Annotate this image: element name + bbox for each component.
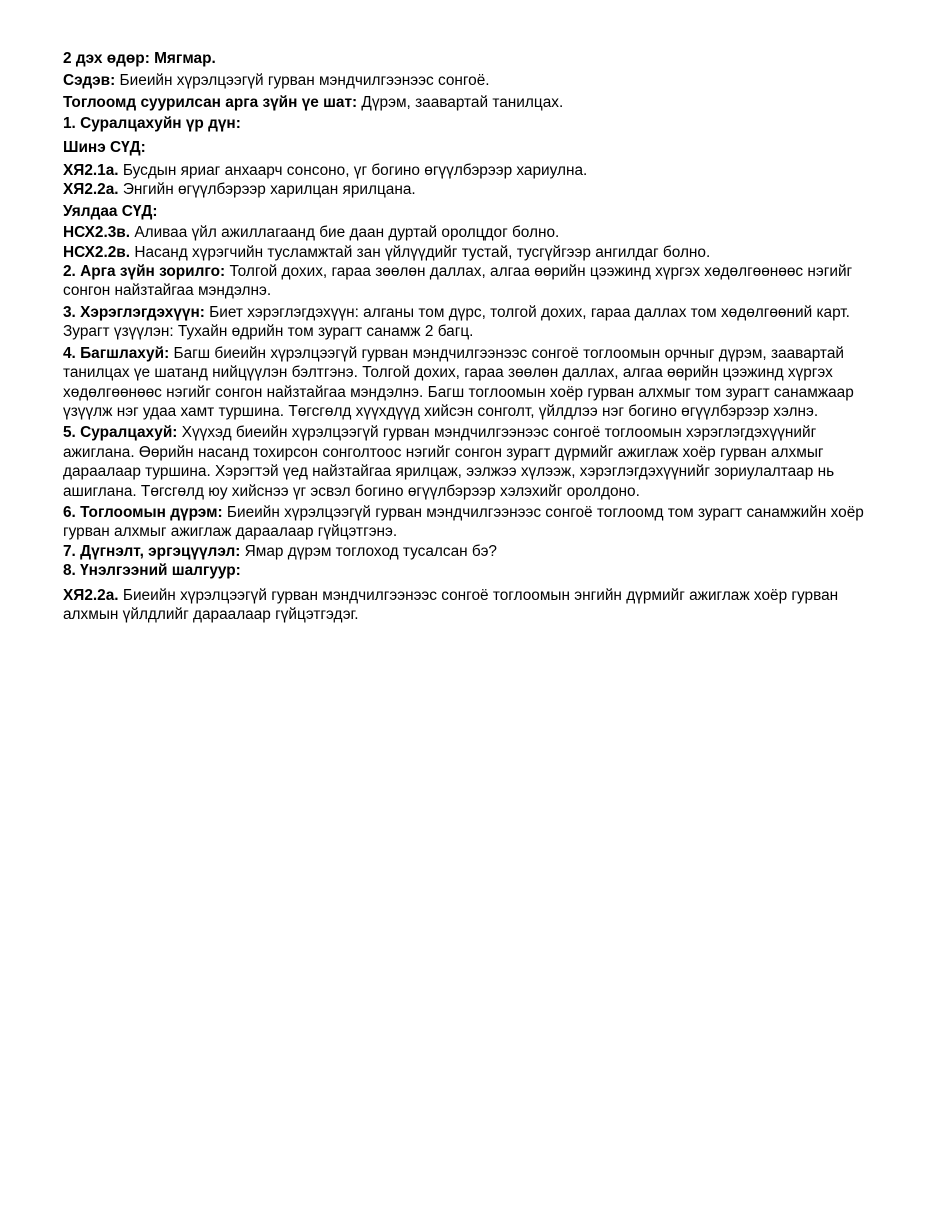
- sud-code: ХЯ2.2а.: [63, 181, 119, 199]
- day-heading: 2 дэх өдөр: Мягмар.: [63, 50, 216, 67]
- sud-text: Аливаа үйл ажиллагаанд бие даан дуртай оролцдог болно.: [130, 224, 560, 242]
- game-stage-label: Тоглоомд суурилсан арга зүйн үе шат:: [63, 93, 358, 111]
- outcome-heading: 1. Суралцахуйн үр дүн:: [63, 115, 241, 133]
- reflection-paragraph: [63, 542, 875, 561]
- topic-label: Сэдэв:: [63, 72, 116, 90]
- sud-text: Бусдын яриаг анхаарч сонсоно, үг богино өгүүлбэрээр хариулна.: [118, 162, 588, 180]
- learner-text: Хүүхэд биеийн хүрэлцээгүй гурван мэндчилгээнээс сонгоё тоглоомын хэрэглэгдэхүүнийг ажиглана. Өөрийн насанд тохирсон сонголтоос нэгийг сонгон зурагт дүрмийг ажиглаж хоёр гурван алхмыг дараалаар туршина. Хэрэгтэй үед найзтайгаа ярилцаж, ээлжээ хүлээж, хэрэглэгдэхүүнийг зориулалтаар нь ашиглана. Төгсгөлд юу хийснээ үг эсвэл богино өгүүлбэрээр хэлэхийг оролдоно.: [63, 424, 835, 500]
- materials-text: Биет хэрэглэгдэхүүн: алганы том дүрс, толгой дохих, гараа даллах том хөдөлгөөний карт. Зурагт үзүүлэн: Тухайн өдрийн том зурагт санамж 2 багц.: [63, 303, 850, 341]
- game-stage-text: Дүрэм, заавартай танилцах.: [357, 93, 564, 111]
- lesson-plan-page: [63, 49, 875, 624]
- criteria-code: ХЯ2.2а.: [63, 586, 119, 604]
- linked-sud-heading: Уялдаа СҮД:: [63, 202, 158, 220]
- topic-line: [63, 71, 875, 90]
- materials-label: 3. Хэрэглэгдэхүүн:: [63, 303, 205, 321]
- method-goal-text: Толгой дохих, гараа зөөлөн даллах, алгаа өөрийн цээжинд хүргэх хөдөлгөөнөөс нэгийг сонгон найзтайгаа мэндэлнэ.: [63, 263, 853, 300]
- game-rule-text: Биеийн хүрэлцээгүй гурван мэндчилгээнээс сонгоё тоглоомд том зурагт санамжийн хоёр гурван алхмыг ажиглаж дараалаар гүйцэтгэнэ.: [63, 503, 864, 541]
- teacher-text: Багш биеийн хүрэлцээгүй гурван мэндчилгээнээс сонгоё тоглоомын орчныг дүрэм, заавартай танилцах үе шатанд нийцүүлэн бэлтгэнэ. Толгой дохих, гараа зөөлөн даллах, алгаа өөрийн цээжинд хүргэх хөдөлгөөнөөс нэгийг сонгон найзтайгаа мэндэлнэ. Багш тоглоомын хоёр гурван алхмыг том зурагт санамжаар үзүүлж нэг удаа хамт туршина. Төгсгөлд хүүхдүүд хийсэн сонголт, үйлдлээ нэг богино өгүүлбэрээр хэлнэ.: [63, 344, 854, 420]
- teacher-paragraph: [63, 344, 875, 422]
- materials-paragraph: [63, 303, 875, 342]
- reflection-label: 7. Дүгнэлт, эргэцүүлэл:: [63, 542, 241, 560]
- sud-code: НСХ2.3в.: [63, 224, 131, 242]
- topic-text: Биеийн хүрэлцээгүй гурван мэндчилгээнээс сонгоё.: [115, 72, 490, 90]
- reflection-text: Ямар дүрэм тоглоход тусалсан бэ?: [240, 542, 497, 560]
- learner-label: 5. Суралцахуй:: [63, 424, 178, 442]
- game-rule-paragraph: [63, 503, 875, 542]
- sud-text: Насанд хүрэгчийн тусламжтай зан үйлүүдийг тустай, тусгүйгээр ангилдаг болно.: [130, 243, 711, 261]
- linked-sud-item: [63, 223, 875, 242]
- learner-paragraph: [63, 423, 875, 501]
- sud-code: НСХ2.2в.: [63, 243, 131, 261]
- new-sud-heading: Шинэ СҮД:: [63, 138, 146, 156]
- method-goal-label: 2. Арга зүйн зорилго:: [63, 263, 226, 281]
- method-goal-paragraph: [63, 262, 875, 301]
- game-rule-label: 6. Тоглоомын дүрэм:: [63, 503, 223, 521]
- criteria-item: [63, 586, 875, 625]
- linked-sud-item: [63, 243, 875, 262]
- sud-text: Энгийн өгүүлбэрээр харилцан ярилцана.: [118, 181, 416, 199]
- sud-code: ХЯ2.1а.: [63, 162, 119, 180]
- criteria-text: Биеийн хүрэлцээгүй гурван мэндчилгээнээс сонгоё тоглоомын энгийн дүрмийг ажиглаж хоёр гурван алхмын үйлдлийг дараалаар гүйцэтгэдэг.: [63, 586, 839, 623]
- game-stage-line: [63, 93, 875, 112]
- new-sud-item: [63, 161, 875, 180]
- new-sud-item: [63, 180, 875, 199]
- teacher-label: 4. Багшлахуй:: [63, 344, 170, 362]
- criteria-heading: 8. Үнэлгээний шалгуур:: [63, 562, 241, 580]
